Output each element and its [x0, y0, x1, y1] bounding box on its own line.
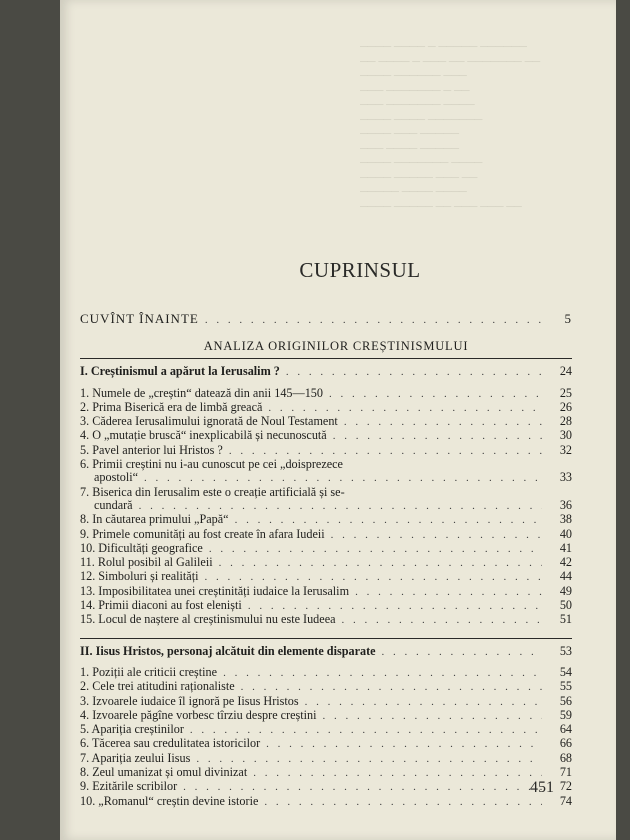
- toc-entry[interactable]: [80, 415, 572, 429]
- dot-leader: [235, 514, 542, 527]
- dot-leader: [144, 472, 542, 485]
- toc-entry-page: 68: [559, 750, 572, 765]
- toc-part-title: II. Iisus Hristos, personaj alcătuit din elemente disparate: [80, 643, 376, 658]
- toc-entry[interactable]: [80, 486, 572, 499]
- toc-entry-continuation[interactable]: [80, 471, 572, 485]
- toc-entry-page: 54: [559, 664, 572, 679]
- toc-entry-page: 36: [559, 497, 572, 512]
- bleed-through-text: ──── ──── ─ ───── ────── ── ──── ─ ─── ── ─────── ── ──── ────── ─── ─── ─────── ─ ── ─── ─────── ──── ──── ──── ─────── ──── ─── ───── ─── ──── ───── ──── ─────── ──── ──── ───── ─── ── ───── ──── ──── ──── ───── ── ─── ─── ──: [360, 41, 541, 213]
- toc-entry-label: 8. Zeul umanizat și omul divinizat: [80, 765, 248, 780]
- toc-entry-label: 15. Locul de naștere al creștinismului nu este Iudeea: [80, 612, 336, 627]
- dot-leader: [329, 388, 542, 401]
- toc-entry-label: 3. Izvoarele iudaice îl ignoră pe Iisus Hristos: [80, 693, 299, 708]
- toc-entry[interactable]: [80, 695, 572, 709]
- toc-entry-label: 10. Dificultăți geografice: [80, 540, 203, 555]
- toc-entry-page: 49: [559, 583, 572, 598]
- dot-leader: [196, 753, 542, 766]
- dot-leader: [266, 738, 542, 751]
- dot-leader: [223, 667, 542, 680]
- toc-entry-page: 32: [559, 442, 572, 457]
- dot-leader: [264, 796, 542, 809]
- toc-entry-page: 41: [559, 540, 572, 555]
- toc-entry[interactable]: [80, 528, 572, 542]
- dot-leader: [204, 571, 542, 584]
- toc-part-heading[interactable]: [80, 645, 572, 659]
- toc-entry[interactable]: [80, 570, 572, 584]
- toc-entry-page: 40: [559, 526, 572, 541]
- toc-entry-label: 7. Biserica din Ierusalim este o creație artificială și se-: [80, 484, 345, 499]
- toc-part-title: I. Creștinismul a apărut la Ierusalim ?: [80, 364, 280, 379]
- toc-part-page: 53: [559, 643, 572, 658]
- toc-entry-label: 2. Cele trei atitudini raționaliste: [80, 679, 235, 694]
- toc-entry-label: 11. Rolul posibil al Galileii: [80, 555, 213, 570]
- toc-entry-label: 8. In căutarea primului „Papă“: [80, 512, 229, 527]
- book-page: [60, 0, 616, 840]
- toc-entry[interactable]: [80, 401, 572, 415]
- toc-entry[interactable]: [80, 752, 572, 766]
- toc-entry-label: 3. Căderea Ierusalimului ignorată de Noul Testament: [80, 414, 338, 429]
- toc-entry-intro[interactable]: [80, 312, 572, 327]
- divider: [80, 358, 572, 359]
- dot-leader: [219, 557, 542, 570]
- toc-entry-page: 55: [559, 679, 572, 694]
- toc-entry[interactable]: [80, 780, 572, 794]
- toc-entry[interactable]: [80, 766, 572, 780]
- dot-leader: [205, 314, 542, 327]
- toc-entry-label: 2. Prima Biserică era de limbă greacă: [80, 399, 263, 414]
- toc-entry-label: 4. Izvoarele păgîne vorbesc tîrziu despre creștini: [80, 707, 317, 722]
- toc-entry-label: 6. Primii creștini nu i-au cunoscut pe cei „doisprezece: [80, 457, 343, 472]
- toc-entry-page: 50: [559, 598, 572, 613]
- dot-leader: [209, 543, 542, 556]
- toc-entry[interactable]: [80, 599, 572, 613]
- toc-entry-page: 64: [559, 722, 572, 737]
- toc-entry-label: 1. Poziții ale criticii creștine: [80, 664, 218, 679]
- toc-entry-label: 9. Primele comunități au fost create în afara Iudeii: [80, 526, 325, 541]
- page-title: CUPRINSUL: [299, 258, 421, 282]
- toc-entry-page: 72: [559, 779, 572, 794]
- toc-entry[interactable]: [80, 444, 572, 458]
- dot-leader: [342, 614, 542, 627]
- dot-leader: [139, 500, 542, 513]
- toc-entry-page: 38: [559, 512, 572, 527]
- toc-entry-page: 25: [559, 385, 572, 400]
- toc-entry-page: 74: [559, 793, 572, 808]
- toc-part-heading[interactable]: [80, 365, 572, 379]
- dot-leader: [248, 600, 542, 613]
- toc-entry[interactable]: [80, 542, 572, 556]
- toc-entry[interactable]: [80, 723, 572, 737]
- dot-leader: [229, 445, 542, 458]
- toc-entry-label: 5. Apariția creștinilor: [80, 722, 184, 737]
- table-of-contents: [80, 312, 572, 809]
- toc-entry-page: 51: [559, 612, 572, 627]
- toc-entry-page: 26: [559, 399, 572, 414]
- dot-leader: [183, 781, 542, 794]
- toc-entry-label: cundară: [94, 497, 133, 512]
- toc-entry-label: 13. Imposibilitatea unei creștinități iudaice la Ierusalim: [80, 583, 350, 598]
- toc-entry[interactable]: [80, 613, 572, 627]
- toc-entry-page: 59: [559, 707, 572, 722]
- toc-entry-label: 7. Apariția zeului Iisus: [80, 750, 191, 765]
- dot-leader: [333, 430, 542, 443]
- toc-entry-label: apostoli“: [94, 470, 139, 485]
- toc-entry-page: 5: [564, 311, 572, 326]
- toc-entry[interactable]: [80, 709, 572, 723]
- dot-leader: [253, 767, 542, 780]
- dot-leader: [382, 646, 542, 659]
- toc-entry[interactable]: [80, 585, 572, 599]
- toc-entry[interactable]: [80, 666, 572, 680]
- dot-leader: [355, 586, 542, 599]
- toc-entry-page: 44: [559, 569, 572, 584]
- toc-entry-page: 66: [559, 736, 572, 751]
- dot-leader: [286, 366, 542, 379]
- dot-leader: [190, 724, 542, 737]
- toc-entry[interactable]: [80, 795, 572, 809]
- divider: [80, 638, 572, 639]
- toc-entry[interactable]: [80, 737, 572, 751]
- dot-leader: [344, 416, 542, 429]
- toc-entry-page: 42: [559, 555, 572, 570]
- dot-leader: [241, 681, 542, 694]
- toc-entry[interactable]: [80, 513, 572, 527]
- toc-entry[interactable]: [80, 556, 572, 570]
- toc-entry-label: 12. Simboluri și realități: [80, 569, 199, 584]
- toc-entry-label: 10. „Romanul“ creștin devine istorie: [80, 793, 259, 808]
- toc-entry-continuation[interactable]: [80, 499, 572, 513]
- toc-entry-label: 14. Primii diaconi au fost eleniști: [80, 598, 242, 613]
- toc-entry-page: 30: [559, 428, 572, 443]
- toc-entry-label: 9. Ezitările scribilor: [80, 779, 178, 794]
- dot-leader: [331, 529, 542, 542]
- toc-part-page: 24: [559, 364, 572, 379]
- dot-leader: [305, 696, 542, 709]
- section-heading: ANALIZA ORIGINILOR CREȘTINISMULUI: [203, 339, 469, 354]
- toc-entry-page: 28: [559, 414, 572, 429]
- toc-entry-label: CUVÎNT ÎNAINTE: [80, 311, 199, 326]
- toc-entry[interactable]: [80, 458, 572, 471]
- toc-entry-label: 1. Numele de „creștin“ datează din anii 145—150: [80, 385, 323, 400]
- toc-entry-page: 71: [559, 765, 572, 780]
- dot-leader: [323, 710, 542, 723]
- page-number: 451: [530, 779, 554, 796]
- toc-entry[interactable]: [80, 680, 572, 694]
- toc-entry[interactable]: [80, 387, 572, 401]
- toc-entry-page: 56: [559, 693, 572, 708]
- toc-entry[interactable]: [80, 429, 572, 443]
- toc-entry-label: 6. Tăcerea sau credulitatea istoricilor: [80, 736, 261, 751]
- dot-leader: [268, 402, 542, 415]
- toc-entry-page: 33: [559, 470, 572, 485]
- toc-entry-label: 5. Pavel anterior lui Hristos ?: [80, 442, 223, 457]
- toc-entry-label: 4. O „mutație bruscă“ inexplicabilă și necunoscută: [80, 428, 327, 443]
